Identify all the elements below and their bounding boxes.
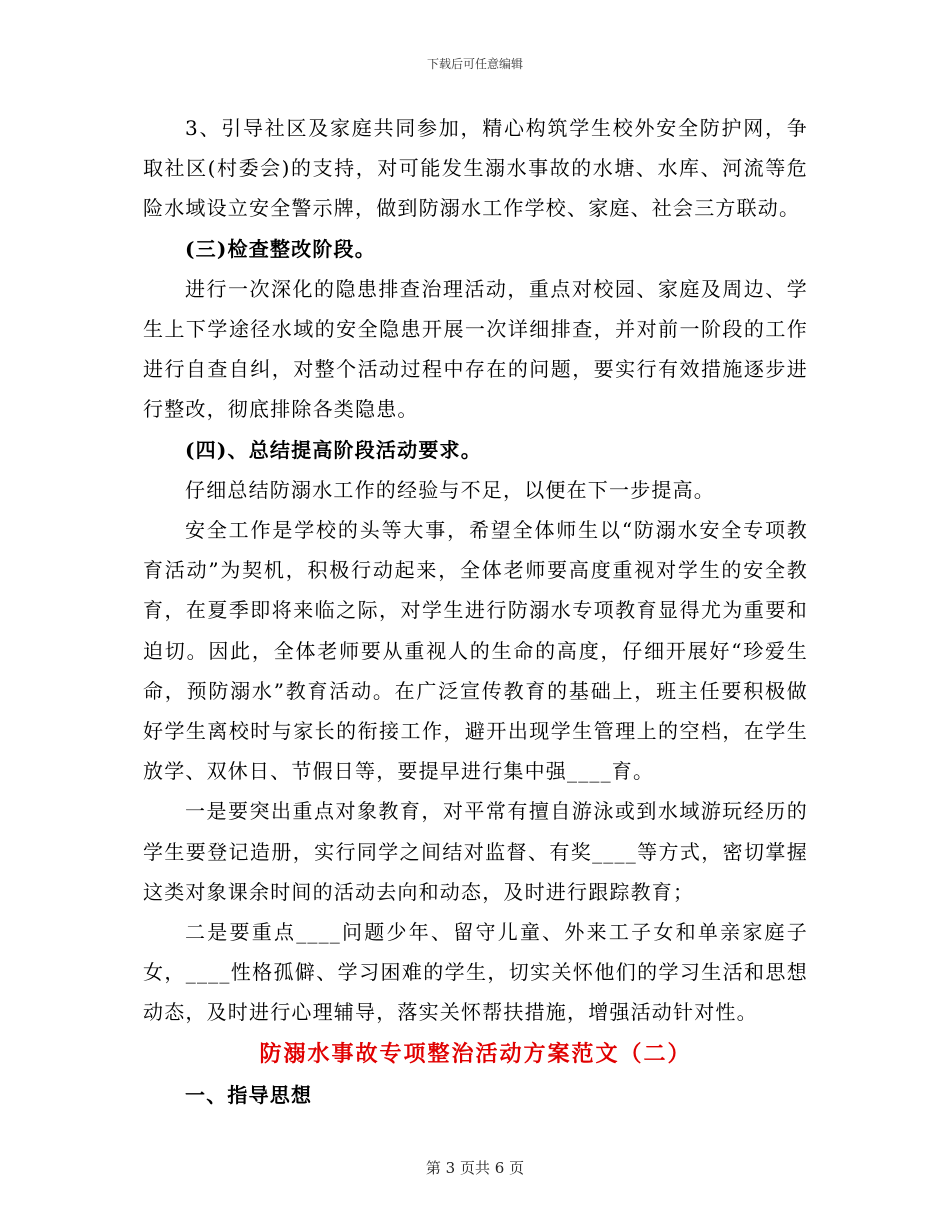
paragraph-community: 3、引导社区及家庭共同参加，精心构筑学生校外安全防护网，争取社区(村委会)的支持，对可能发生溺水事故的水塘、水库、河流等危险水域设立安全警示牌，做到防溺水工作学校、家庭、社会三方联动。: [143, 116, 808, 221]
section-heading-summary: (四)、总结提高阶段活动要求。: [185, 437, 482, 462]
section-heading-guiding: 一、指导思想: [185, 1082, 313, 1107]
page-header: 下载后可任意编辑: [426, 57, 523, 71]
document-title: 防溺水事故专项整治活动方案范文（二）: [259, 1040, 692, 1067]
section-heading-inspection: (三)检查整改阶段。: [185, 236, 376, 261]
paragraph-focus-one: 一是要突出重点对象教育，对平常有擅自游泳或到水域游玩经历的学生要登记造册，实行同学之间结对监督、有奖____等方式，密切掌握这类对象课余时间的活动去向和动态，及时进行跟踪教育；: [143, 799, 808, 904]
paragraph-safety: 安全工作是学校的头等大事，希望全体师生以“防溺水安全专项教育活动”为契机，积极行动起来，全体老师要高度重视对学生的安全教育，在夏季即将来临之际，对学生进行防溺水专项教育显得尤为重要和迫切。因此，全体老师要从重视人的生命的高度，仔细开展好“珍爱生命，预防溺水”教育活动。在广泛宣传教育的基础上，班主任要积极做好学生离校时与家长的衔接工作，避开出现学生管理上的空档，在学生放学、双休日、节假日等，要提早进行集中强____育。: [143, 518, 808, 784]
paragraph-summary: 仔细总结防溺水工作的经验与不足，以便在下一步提高。: [185, 477, 715, 502]
paragraph-focus-two: 二是要重点____问题少年、留守儿童、外来工子女和单亲家庭子女，____性格孤僻、学习困难的学生，切实关怀他们的学习生活和思想动态，及时进行心理辅导，落实关怀帮扶措施，增强活动针对性。: [143, 920, 808, 1025]
page-footer: 第 3 页共 6 页: [425, 1159, 525, 1177]
document-body: [143, 108, 808, 1115]
paragraph-inspection: 进行一次深化的隐患排查治理活动，重点对校园、家庭及周边、学生上下学途径水域的安全隐患开展一次详细排查，并对前一阶段的工作进行自查自纠，对整个活动过程中存在的问题，要实行有效措施逐步进行整改，彻底排除各类隐患。: [143, 276, 808, 422]
